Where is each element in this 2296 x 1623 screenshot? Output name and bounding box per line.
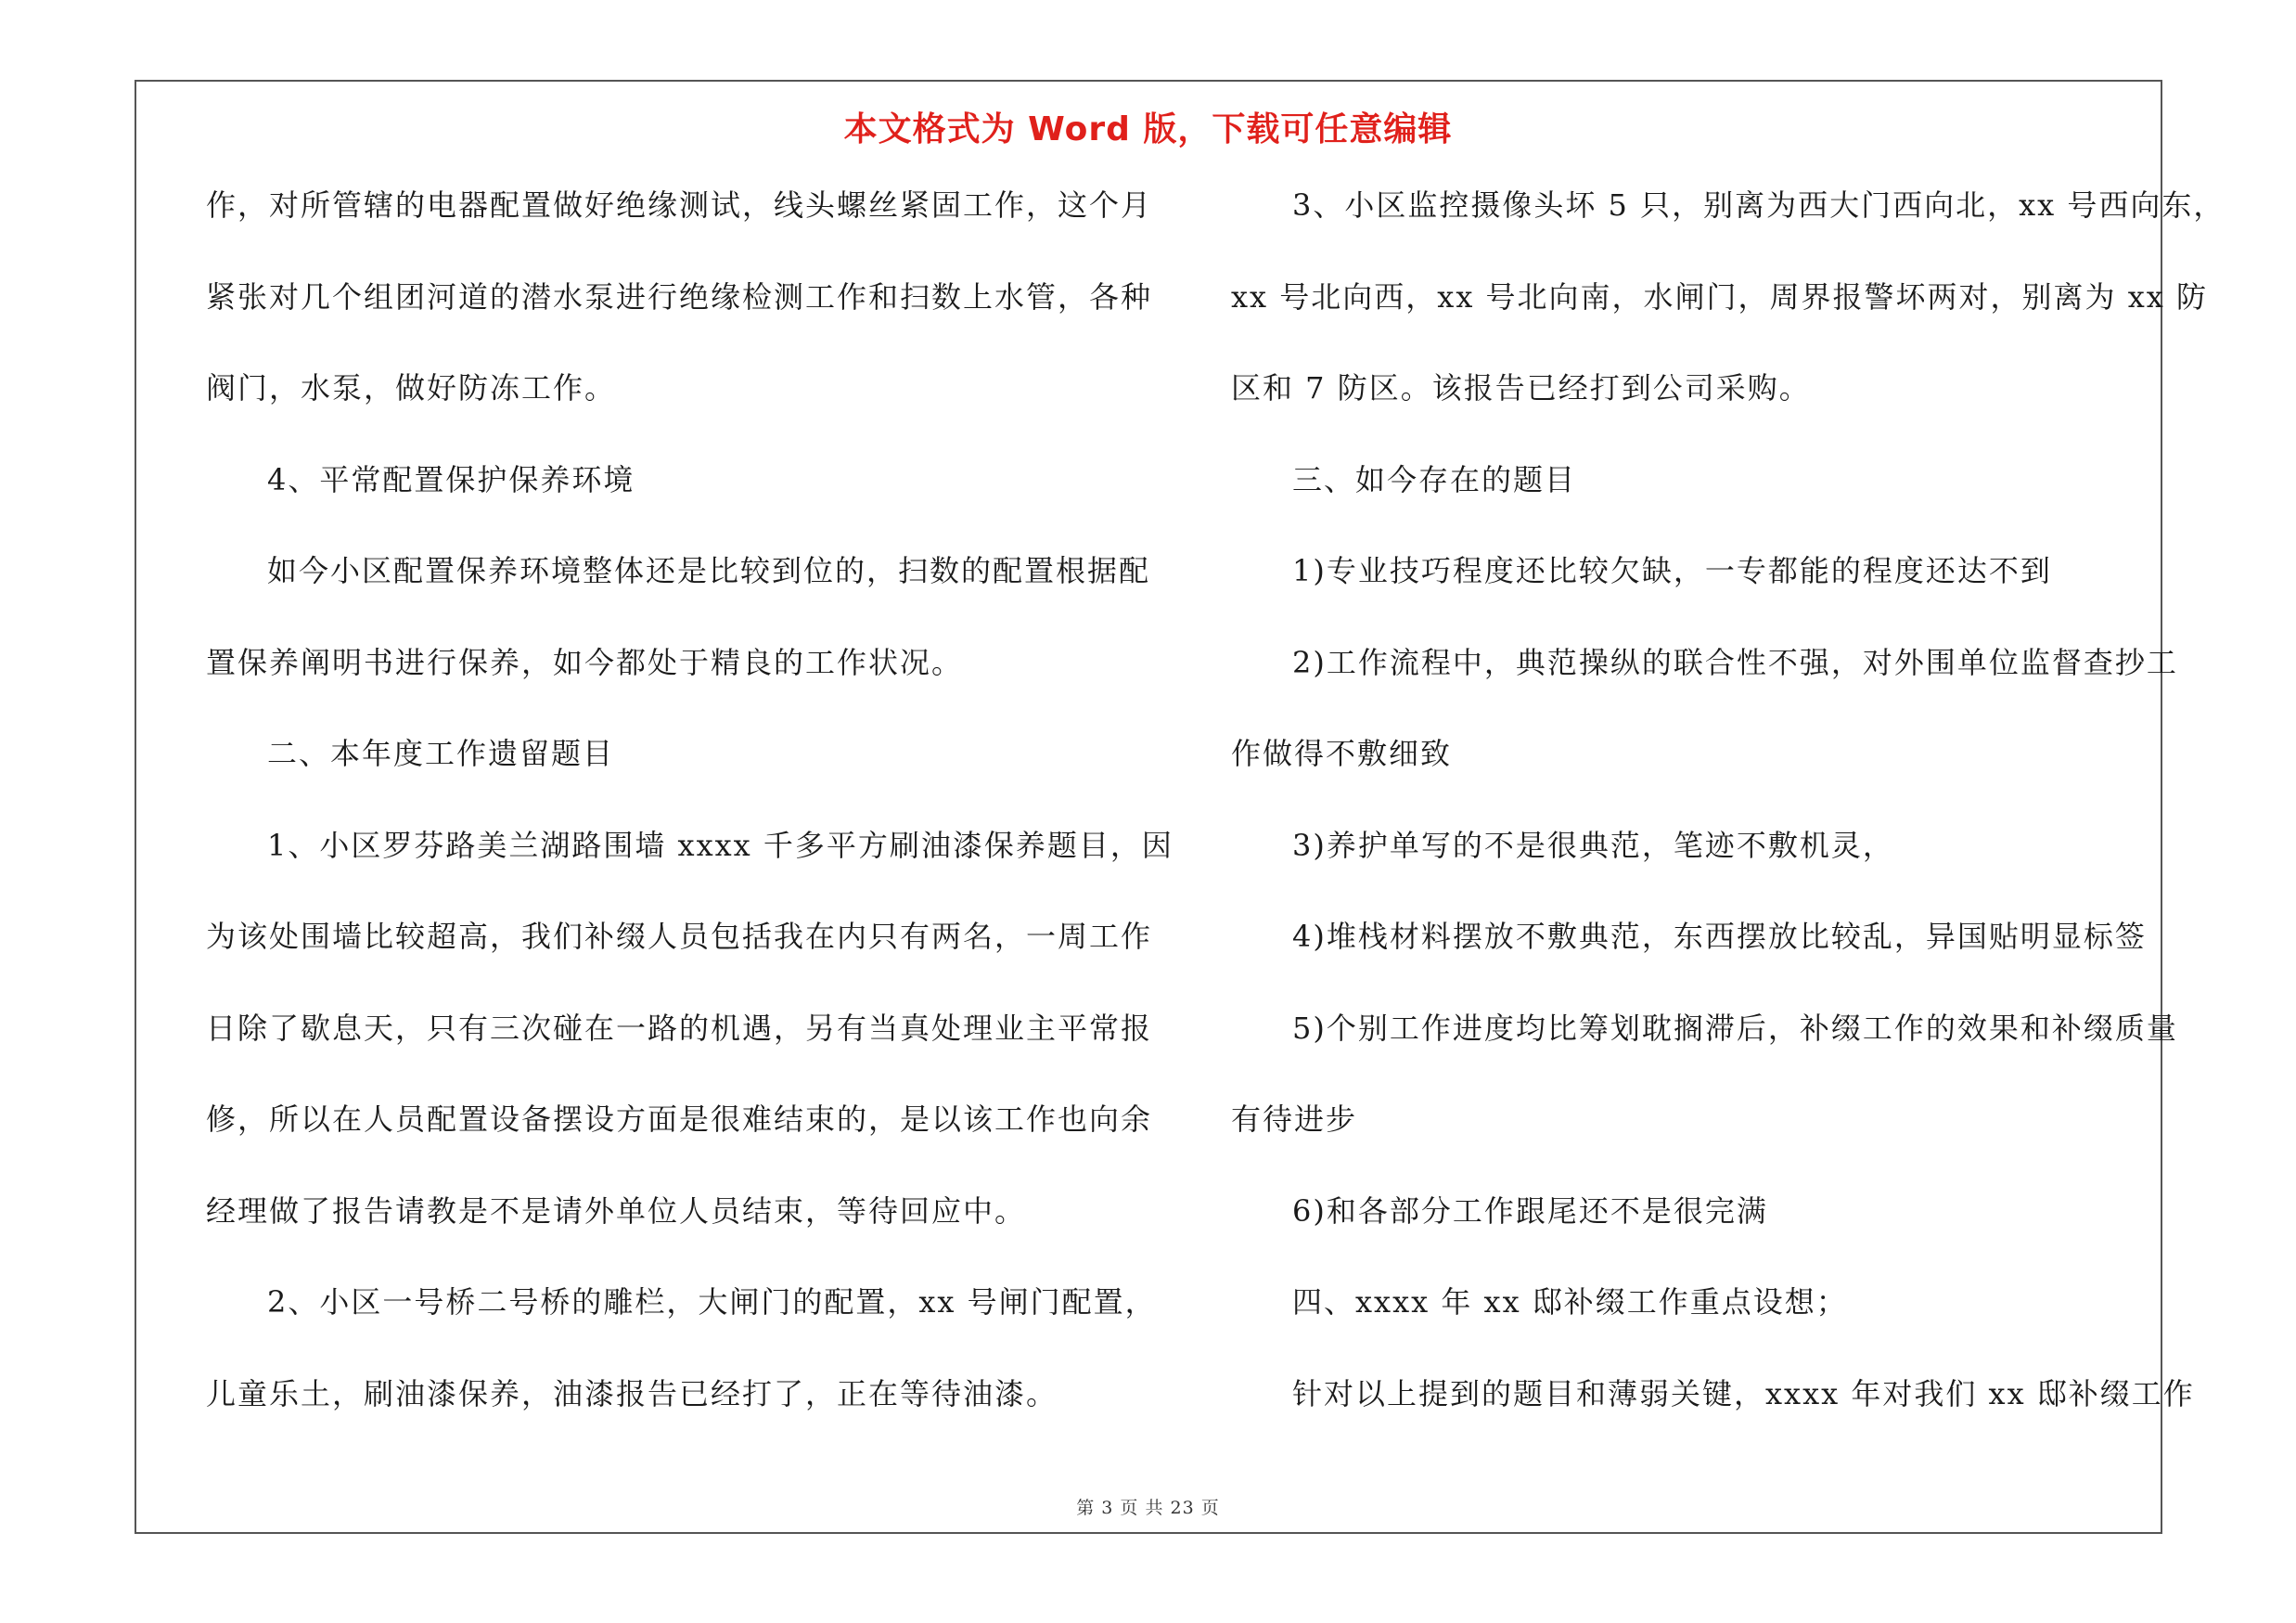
list-item: 6)和各部分工作跟尾还不是很完满: [1292, 1192, 1768, 1229]
page-header-title: 本文格式为 Word 版，下载可任意编辑: [843, 110, 1453, 148]
text-line: 作做得不敷细致: [1231, 736, 1453, 771]
text-line: 经理做了报告请教是不是请外单位人员结束，等待回应中。: [206, 1192, 1027, 1229]
list-item: 1)专业技巧程度还比较欠缺，一专都能的程度还达不到: [1292, 553, 2052, 588]
text-line: 有待进步: [1231, 1101, 1358, 1137]
text-line: 为该处围墙比较超高，我们补缀人员包括我在内只有两名，一周工作: [206, 919, 1153, 954]
text-line: 区和 7 防区。该报告已经打到公司采购。: [1231, 370, 1811, 406]
list-item: 3)养护单写的不是很典范，笔迹不敷机灵，: [1292, 827, 1894, 863]
text-line: 2、小区一号桥二号桥的雕栏，大闸门的配置，xx 号闸门配置，: [267, 1284, 1157, 1320]
left-text-column: [206, 182, 1174, 1462]
text-line: 针对以上提到的题目和薄弱关键，xxxx 年对我们 xx 邸补缀工作: [1292, 1375, 2195, 1411]
list-item: 4)堆栈材料摆放不敷典范，东西摆放比较乱，异国贴明显标签: [1292, 919, 2147, 954]
list-item: 2)工作流程中，典范操纵的联合性不强，对外围单位监督查抄工: [1292, 644, 2178, 680]
section-heading: 四、xxxx 年 xx 邸补缀工作重点设想；: [1292, 1284, 1848, 1320]
right-text-column: [1231, 182, 2225, 1462]
section-heading: 二、本年度工作遗留题目: [267, 736, 615, 771]
text-line: 3、小区监控摄像头坏 5 只，别离为西大门西向北，xx 号西向东，: [1292, 187, 2225, 223]
text-line: 阀门，水泵，做好防冻工作。: [206, 370, 617, 406]
section-heading: 4、平常配置保护保养环境: [267, 461, 635, 497]
section-heading: 三、如今存在的题目: [1292, 461, 1577, 497]
text-line: 修，所以在人员配置设备摆设方面是很难结束的，是以该工作也向余: [206, 1101, 1153, 1137]
text-line: 作，对所管辖的电器配置做好绝缘测试，线头螺丝紧固工作，这个月: [206, 187, 1153, 223]
page-number-footer: 第 3 页 共 23 页: [1076, 1498, 1220, 1518]
text-line: xx 号北向西，xx 号北向南，水闸门，周界报警坏两对，别离为 xx 防: [1231, 278, 2208, 315]
text-line: 紧张对几个组团河道的潜水泵进行绝缘检测工作和扫数上水管，各种: [206, 278, 1153, 315]
text-line: 日除了歇息天，只有三次碰在一路的机遇，另有当真处理业主平常报: [206, 1010, 1153, 1046]
text-line: 1、小区罗芬路美兰湖路围墙 xxxx 千多平方刷油漆保养题目，因: [267, 827, 1174, 863]
list-item: 5)个别工作进度均比筹划耽搁滞后，补缀工作的效果和补缀质量: [1292, 1010, 2178, 1046]
text-line: 儿童乐土，刷油漆保养，油漆报告已经打了，正在等待油漆。: [206, 1375, 1058, 1411]
text-line: 如今小区配置保养环境整体还是比较到位的，扫数的配置根据配: [267, 553, 1151, 588]
text-line: 置保养阐明书进行保养，如今都处于精良的工作状况。: [206, 644, 964, 680]
